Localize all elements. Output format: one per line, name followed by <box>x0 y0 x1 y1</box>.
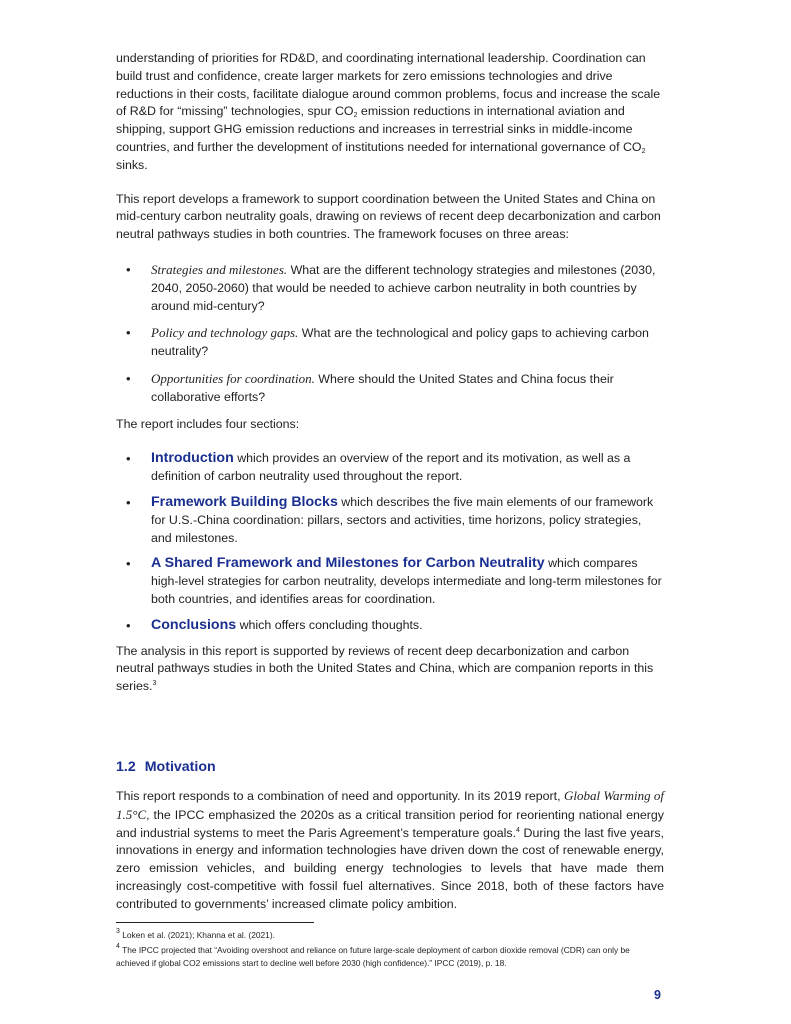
paragraph-framework-intro: This report develops a framework to support coordination between the United States and China on mid-century carbon neutrality goals, drawing on reviews of recent deep decarbonization and carbon neutral pathways studies in both countries. The framework focuses on three areas: <box>116 191 661 242</box>
list-item: • Framework Building Blocks which describes the five main elements of our framework for U.S.-China coordination: pillars, sectors and activities, time horizons, policy strategies, and milestones. <box>116 494 664 547</box>
section-link-introduction[interactable]: Introduction <box>151 450 234 467</box>
paragraph-companion-reports: The analysis in this report is supported by reviews of recent deep decarbonization and carbon neutral pathways studies in both the United States and China, which are companion reports in this series.$^3$ <box>116 643 654 694</box>
paragraph-motivation: This report responds to a combination of need and opportunity. In its 2019 report, Global Warming of 1.5°C, the IPCC emphasized the 2020s as a critical transition period for reorienting national energy and industrial systems to meet the Paris Agreement’s temperature goals.$^4$ During the last five years, innovations in energy and information technologies have driven down the cost of renewable energy, zero emission vehicles, and building energy technologies to levels that have made them increasingly cost-competitive with fossil fuel alternatives. Since 2018, both of these factors have contributed to governments’ increased climate policy ambition. <box>116 787 664 911</box>
list-item: • Opportunities for coordination. Where should the United States and China focus their collaborative efforts? <box>116 370 664 407</box>
footnotes <box>116 929 664 972</box>
footnote-ref-4[interactable]: 4 <box>516 826 520 834</box>
footnote-divider <box>116 922 314 923</box>
section-link-conclusions[interactable]: Conclusions <box>151 616 237 633</box>
page-body <box>116 50 664 913</box>
list-item: • Introduction which provides an overview of the report and its motivation, as well as a definition of carbon neutrality used throughout the report. <box>116 450 664 486</box>
list-item: • Strategies and milestones. What are the different technology strategies and milestones (2030, 2040, 2050-2060) that would be needed to achieve carbon neutrality in both countries by around mid-century? <box>116 261 664 315</box>
list-item: • Conclusions which offers concluding thoughts. <box>116 617 664 635</box>
footnote-3: $^3$ Loken et al. (2021); Khanna et al. (2021). <box>116 928 275 940</box>
footnote-4: $^4$ The IPCC projected that “Avoiding overshoot and reliance on future large-scale deployment of carbon dioxide removal (CDR) can only be achieved if global CO2 emissions start to decline well before 2030 (high confidence).” IPCC (2019), p. 18. <box>116 943 630 968</box>
list-item: • A Shared Framework and Milestones for Carbon Neutrality which compares high-level strategies for carbon neutrality, develops intermediate and long-term milestones for both countries, and identifies areas for coordination. <box>116 555 664 608</box>
report-sections-list <box>116 450 664 634</box>
list-item: • Policy and technology gaps. What are the technological and policy gaps to achieving carbon neutrality? <box>116 324 664 361</box>
paragraph-sections-intro: The report includes four sections: <box>116 416 300 431</box>
page-number: 9 <box>654 988 661 1002</box>
paragraph-coordination-benefits: understanding of priorities for RD&D, and coordinating international leadership. Coordination can build trust and confidence, create larger markets for zero emissions technologies and drive reductions in their costs, facilitate dialogue around common problems, focus and increase the scale of R&D for “missing” technologies, spur $CO_2$ emission reductions in international aviation and shipping, support GHG emission reductions and increases in terrestrial sinks in middle-income countries, and further the development of institutions needed for international governance of $CO_2$ sinks. <box>116 51 661 172</box>
footnote-ref-3[interactable]: 3 <box>152 680 157 688</box>
section-heading-motivation: 1.2 Motivation <box>116 758 216 775</box>
focus-areas-list <box>116 261 664 407</box>
section-link-shared-framework[interactable]: A Shared Framework and Milestones for Carbon Neutrality <box>151 555 545 572</box>
section-link-framework-building-blocks[interactable]: Framework Building Blocks <box>151 493 338 510</box>
